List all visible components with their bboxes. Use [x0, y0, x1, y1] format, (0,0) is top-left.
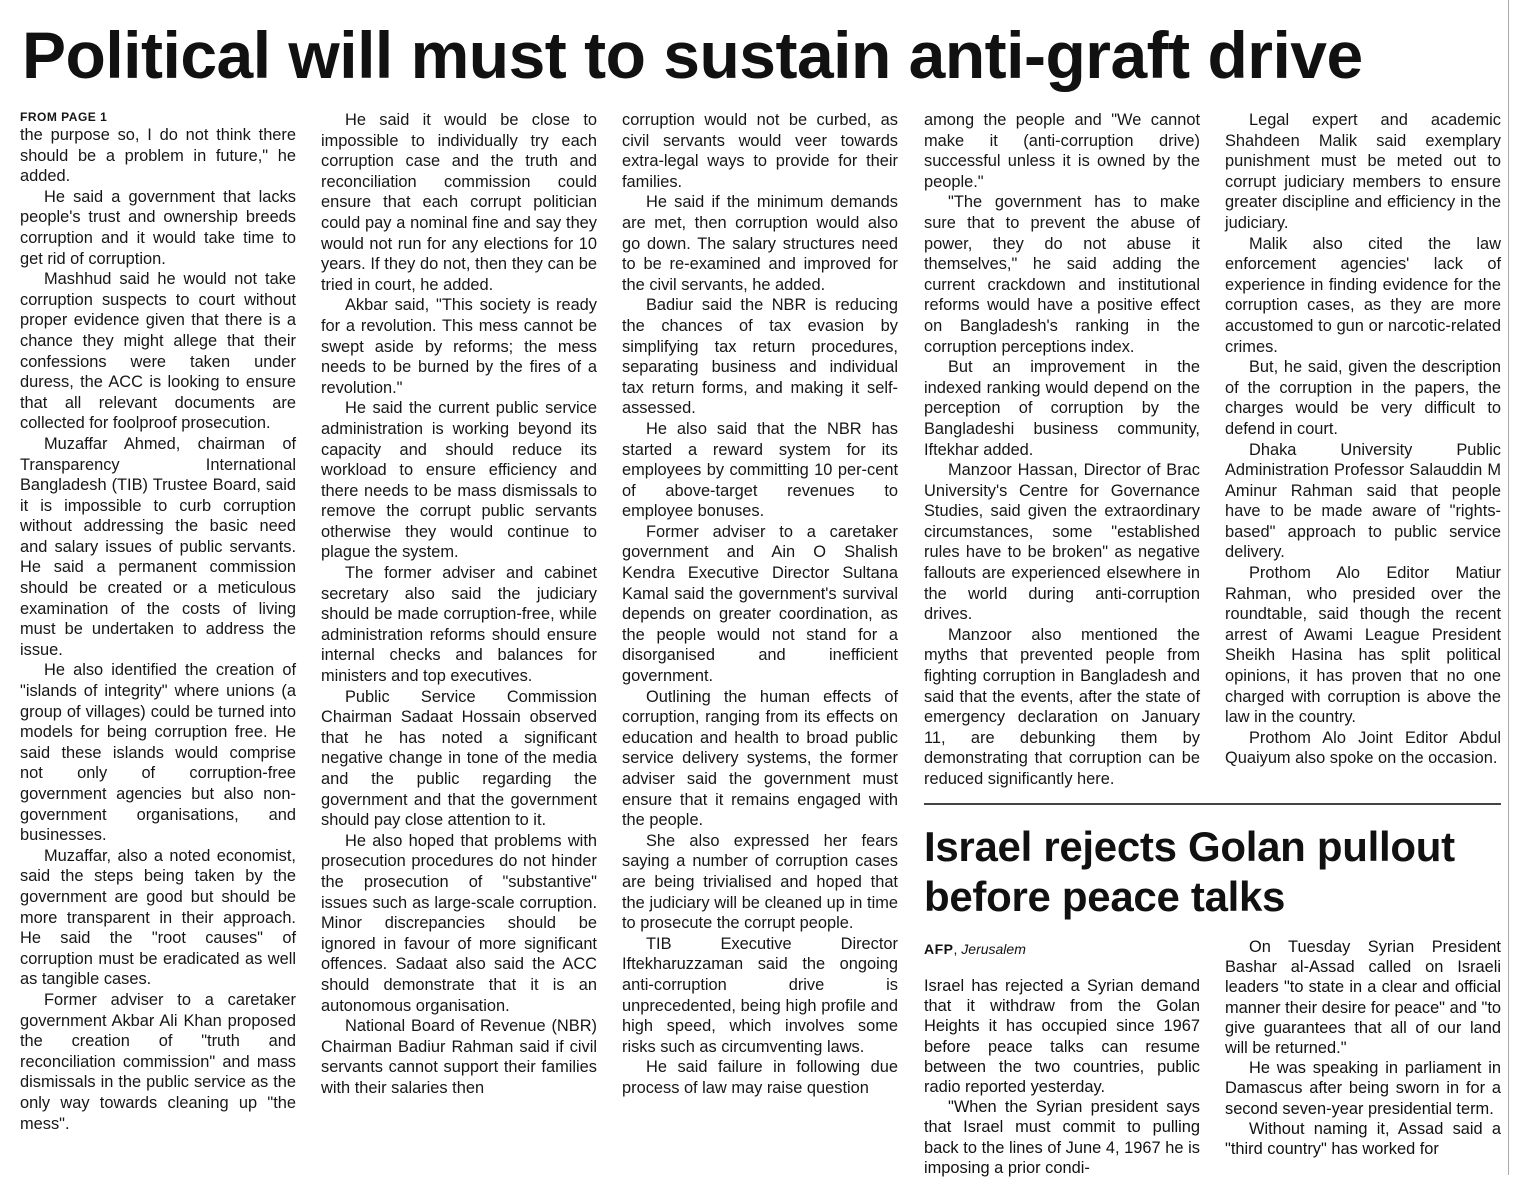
- paragraph: Muzaffar Ahmed, chairman of Transparency International Bangladesh (TIB) Trustee Board, said it is impossible to curb corruption without addressing the basic need and salary issues of public servants. He said a permanent commission should be created or a meticulous examination of the costs of living must be undertaken to address the issue.: [20, 434, 296, 659]
- paragraph: Badiur said the NBR is reducing the chances of tax evasion by simplifying tax return procedures, separating business and individual tax return forms, and making it self-assessed.: [622, 296, 898, 418]
- paragraph: He said if the minimum demands are met, then corruption would also go down. The salary structures need to be re-examined and improved for the civil servants, he added.: [622, 193, 898, 294]
- paragraph: "When the Syrian president says that Israel must commit to pulling back to the lines of June 4, 1967 he is imposing a prior condi-: [924, 1098, 1200, 1177]
- paragraph: corruption would not be curbed, as civil servants would veer towards extra-legal ways to provide for their families.: [622, 111, 898, 191]
- paragraph: Without naming it, Assad said a "third country" has worked for: [1225, 1119, 1501, 1159]
- from-page-kicker: FROM PAGE 1: [20, 110, 108, 124]
- paragraph: He said the current public service administration is working beyond its capacity and should reduce its workload to ensure efficiency and there needs to be mass dismissals to remove the corrupt public servants otherwise they would continue to plague the system.: [321, 399, 597, 562]
- paragraph: Mashhud said he would not take corruption suspects to court without proper evidence given that there is a chance they might allege that their confessions were taken under duress, the ACC is looking to ensure that all relevant documents are collected for foolproof prosecution.: [20, 270, 296, 433]
- second-article-column-2: [1225, 937, 1501, 1159]
- paragraph: He said a government that lacks people's trust and ownership breeds corruption and it would take time to get rid of corruption.: [20, 187, 296, 268]
- article-column-1: [20, 110, 296, 1134]
- byline: AFP, Jerusalem: [924, 941, 1026, 957]
- paragraph: Malik also cited the law enforcement agencies' lack of experience in finding evidence for the corruption cases, as they are more accustomed to gun or narcotic-related crimes.: [1225, 234, 1501, 356]
- paragraph: He also identified the creation of "islands of integrity" where unions (a group of villages) could be turned into models for being corruption free. He said these islands would comprise not only of corruption-free government agencies but also non-government organisations, and businesses.: [20, 661, 296, 845]
- paragraph: On Tuesday Syrian President Bashar al-Assad called on Israeli leaders "to state in a clear and official manner their desire for peace" and "to give guarantees that all of our land will be returned.": [1225, 938, 1501, 1058]
- article-column-4: [924, 110, 1200, 790]
- paragraph: Israel has rejected a Syrian demand that it withdraw from the Golan Heights it has occupied since 1967 before peace talks can resume between the two countries, public radio reported yesterday.: [924, 977, 1200, 1097]
- paragraph: among the people and "We cannot make it (anti-corruption drive) successful unless it is owned by the people.": [924, 111, 1200, 191]
- paragraph: Prothom Alo Joint Editor Abdul Quaiyum also spoke on the occasion.: [1225, 728, 1501, 768]
- paragraph: He said failure in following due process of law may raise question: [622, 1058, 898, 1097]
- paragraph: Public Service Commission Chairman Sadaat Hossain observed that he has noted a significant negative change in tone of the media and the public regarding the government and that the government should pay close attention to it.: [321, 687, 597, 830]
- byline-place: Jerusalem: [961, 941, 1026, 957]
- second-article-headline: Israel rejects Golan pullout before peace talks: [924, 823, 1455, 920]
- paragraph: Manzoor also mentioned the myths that prevented people from fighting corruption in Bangladesh and said that the events, after the state of emergency declaration on January 11, are debunking them by demonstrating that corruption can be reduced significantly here.: [924, 625, 1200, 788]
- paragraph: He was speaking in parliament in Damascus after being sworn in for a second seven-year presidential term.: [1225, 1059, 1501, 1118]
- paragraph: the purpose so, I do not think there should be a problem in future," he added.: [20, 126, 296, 186]
- paragraph: National Board of Revenue (NBR) Chairman Badiur Rahman said if civil servants cannot support their families with their salaries then: [321, 1017, 597, 1097]
- page-headline: Political will must to sustain anti-graft drive: [22, 18, 1363, 92]
- byline-agency: AFP: [924, 941, 954, 957]
- paragraph: Manzoor Hassan, Director of Brac University's Centre for Governance Studies, said given the extraordinary circumstances, some "established rules have to be broken" as negative fallouts are experienced elsewhere in the world during anti-corruption drives.: [924, 461, 1200, 624]
- paragraph: The former adviser and cabinet secretary also said the judiciary should be made corruption-free, while administration reforms should ensure internal checks and balances for ministers and top executives.: [321, 564, 597, 686]
- paragraph: He also hoped that problems with prosecution procedures do not hinder the prosecution of "substantive" issues such as large-scale corruption. Minor discrepancies should be ignored in favour of more significant offences. Sadaat also said the ACC should demonstrate that it is an autonomous organisation.: [321, 831, 597, 1015]
- article-column-5: [1225, 110, 1501, 769]
- article-divider: [924, 803, 1501, 805]
- paragraph: Dhaka University Public Administration Professor Salauddin M Aminur Rahman said that people have to be made aware of "rights-based" approach to public service delivery.: [1225, 440, 1501, 562]
- paragraph: He said it would be close to impossible to individually try each corruption case and the truth and reconciliation commission could ensure that each corrupt politician could pay a nominal fine and say they would not run for any elections for 10 years. If they do not, then they can be tried in court, he added.: [321, 111, 597, 294]
- paragraph: TIB Executive Director Iftekharuzzaman said the ongoing anti-corruption drive is unprecedented, being high profile and high speed, which involves some risks such as circumventing laws.: [622, 934, 898, 1056]
- paragraph: Former adviser to a caretaker government and Ain O Shalish Kendra Executive Director Sultana Kamal said the government's survival depends on greater coordination, as the people would not stand for a disorganised and inefficient government.: [622, 522, 898, 686]
- paragraph: But, he said, given the description of the corruption in the papers, the charges would be very difficult to defend in court.: [1225, 358, 1501, 438]
- paragraph: Outlining the human effects of corruption, ranging from its effects on education and health to broad public service delivery systems, the former adviser said the government must ensure that it remains engaged with the people.: [622, 687, 898, 830]
- paragraph: "The government has to make sure that to prevent the abuse of power, they do not abuse it themselves," he said adding the current crackdown and institutional reforms would have a positive effect on Bangladesh's ranking in the corruption perceptions index.: [924, 193, 1200, 356]
- paragraph: She also expressed her fears saying a number of corruption cases are being trivialised and hoped that the judiciary will be cleaned up in time to prosecute the corrupt people.: [622, 831, 898, 933]
- paragraph: Prothom Alo Editor Matiur Rahman, who presided over the roundtable, said though the recent arrest of Awami League President Sheikh Hasina has split political opinions, it has proven that no one charged with corruption is above the law in the country.: [1225, 564, 1501, 727]
- article-column-2: [321, 110, 597, 1099]
- paragraph: Legal expert and academic Shahdeen Malik said exemplary punishment must be meted out to corrupt judiciary members to ensure greater discipline and efficiency in the judiciary.: [1225, 111, 1501, 232]
- paragraph: Akbar said, "This society is ready for a revolution. This mess cannot be swept aside by reforms; the mess needs to be burned by the fires of a revolution.": [321, 296, 597, 397]
- paragraph: Muzaffar, also a noted economist, said the steps being taken by the government are good but should be more transparent in their approach. He said the "root causes" of corruption must be eradicated as well as tangible cases.: [20, 846, 296, 989]
- paragraph: Former adviser to a caretaker government Akbar Ali Khan proposed the creation of "truth and reconciliation commission" and mass dismissals in the public service as the only way towards cleaning up "the mess".: [20, 990, 296, 1133]
- article-column-3: [622, 110, 898, 1099]
- second-article-column-1: [924, 976, 1200, 1178]
- paragraph: But an improvement in the indexed ranking would depend on the perception of corruption by the Bangladeshi business community, Iftekhar added.: [924, 358, 1200, 459]
- paragraph: He also said that the NBR has started a reward system for its employees by committing 10 per-cent of above-target revenues to employee bonuses.: [622, 419, 898, 521]
- page-edge-rule: [1508, 0, 1509, 1175]
